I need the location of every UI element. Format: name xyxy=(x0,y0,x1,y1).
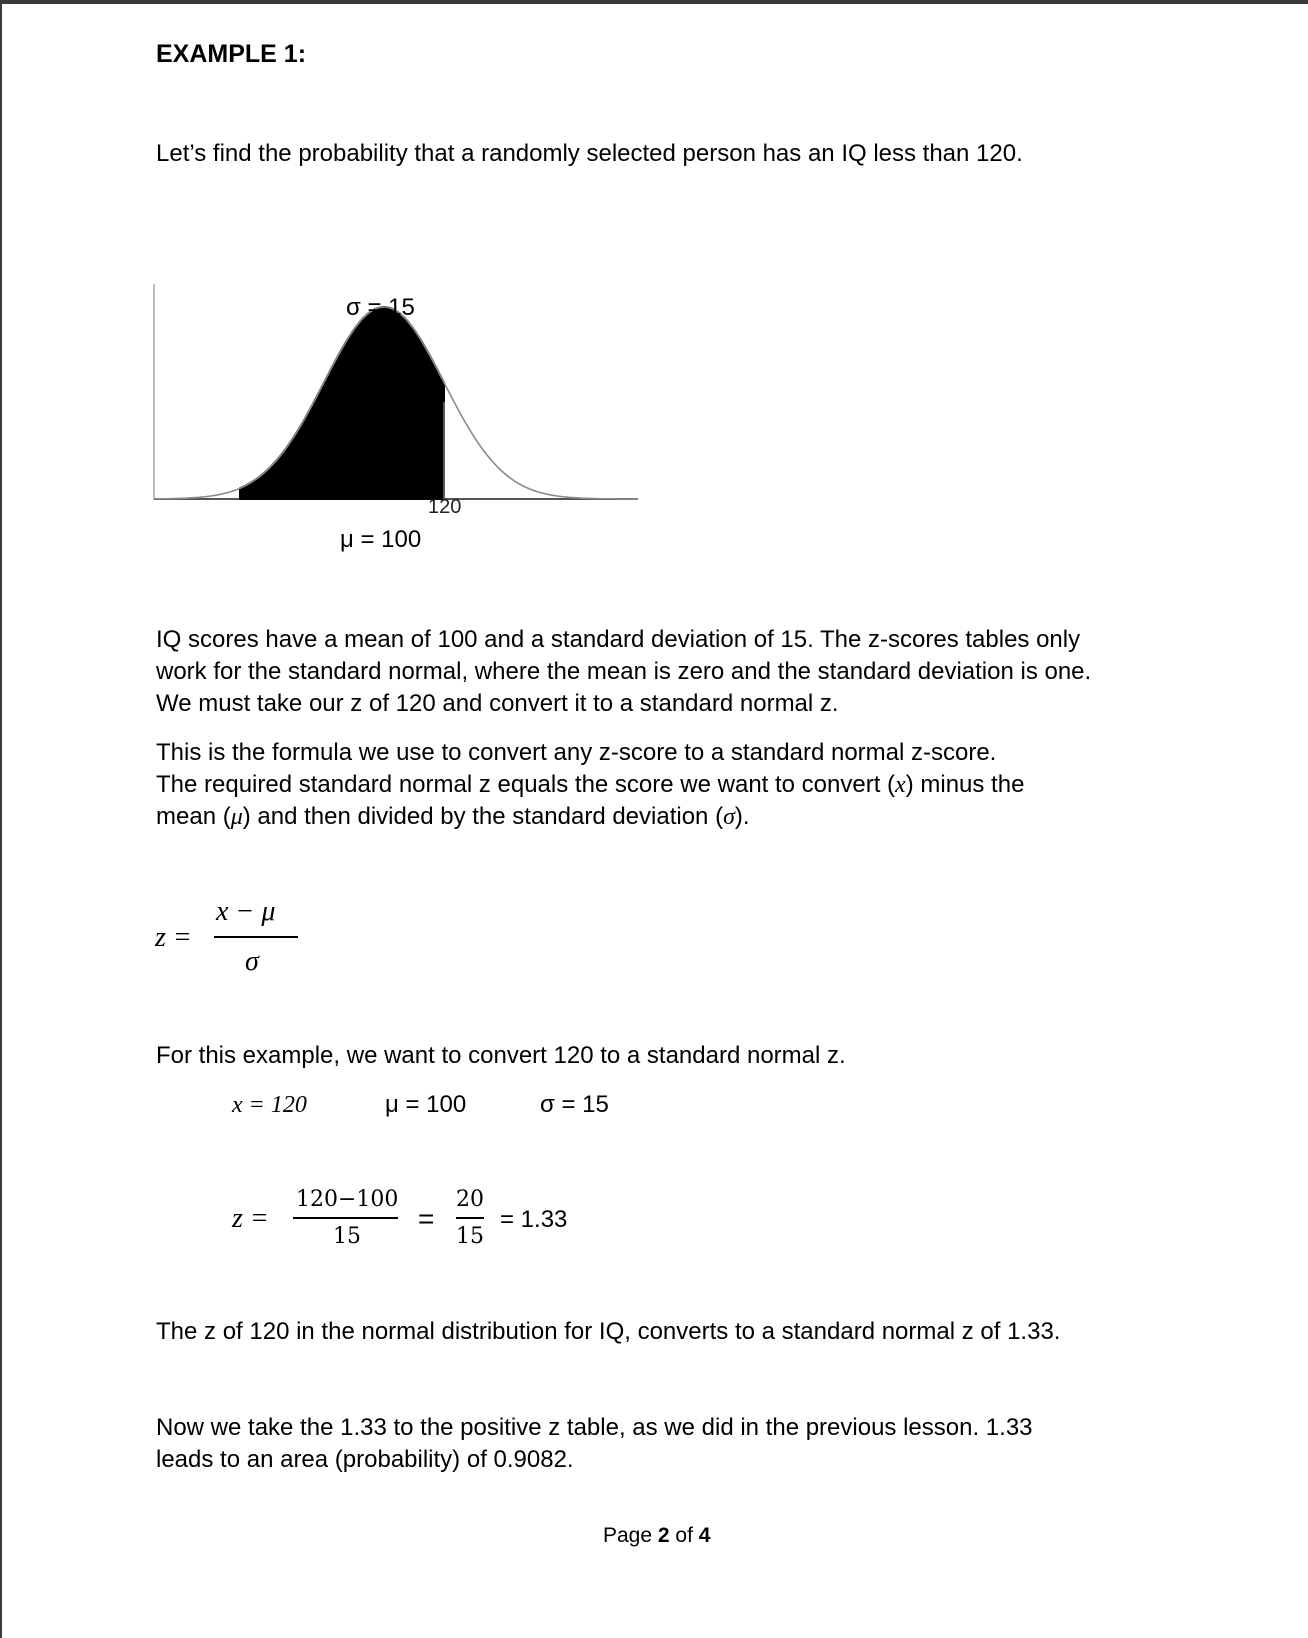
formula-denominator: σ xyxy=(245,946,259,977)
page-current: 2 xyxy=(657,1524,670,1547)
sigma-label xyxy=(346,294,415,322)
given-sigma-text: σ = 15 xyxy=(540,1091,609,1118)
normal-curve-figure xyxy=(150,282,650,552)
paragraph-line: IQ scores have a mean of 100 and a standard deviation of 15. The z-scores tables only xyxy=(156,626,1081,653)
sigma-label-text: σ = 15 xyxy=(346,294,415,321)
text-span: ) minus the xyxy=(905,771,1025,798)
paragraph-line: work for the standard normal, where the mean is zero and the standard deviation is one. xyxy=(156,658,1092,685)
calc-fraction-bar-1 xyxy=(293,1217,398,1219)
intro-text: Let’s find the probability that a randomly selected person has an IQ less than 120. xyxy=(156,140,1023,167)
calc-fraction-bar-2 xyxy=(456,1217,484,1219)
page-mid: of xyxy=(669,1524,699,1547)
mu-label: μ = 100 xyxy=(340,526,422,553)
given-mu xyxy=(385,1089,466,1121)
given-mu-text: μ = 100 xyxy=(385,1091,467,1118)
paragraph-line: This is the formula we use to convert any z-score to a standard normal z-score. xyxy=(156,739,997,766)
symbol-mu: μ xyxy=(230,804,243,830)
conclusion-text: The z of 120 in the normal distribution for IQ, converts to a standard normal z of 1.33. xyxy=(156,1318,1061,1345)
calc-lhs: z = xyxy=(232,1203,269,1234)
text-span: ). xyxy=(734,803,750,830)
calc-numerator-2: 20 xyxy=(456,1187,484,1212)
calc-numerator-1: 120−100 xyxy=(296,1187,399,1212)
explanation-paragraph xyxy=(156,624,1176,720)
paragraph-line: We must take our z of 120 and convert it to a standard normal z. xyxy=(156,690,839,717)
formula-explanation-paragraph xyxy=(156,737,1176,833)
calc-result: = 1.33 xyxy=(500,1206,568,1233)
given-x-text: x = 120 xyxy=(232,1092,307,1118)
calc-denominator-2: 15 xyxy=(456,1224,484,1249)
calc-equals: = xyxy=(418,1203,435,1234)
window-left-border xyxy=(0,0,2,1638)
paragraph-line: leads to an area (probability) of 0.9082. xyxy=(156,1446,574,1473)
symbol-sigma: σ xyxy=(723,804,735,830)
page-number xyxy=(603,1524,710,1548)
paragraph-line: Now we take the 1.33 to the positive z table, as we did in the previous lesson. 1.33 xyxy=(156,1414,1033,1441)
x-120-label: 120 xyxy=(428,496,462,518)
normal-curve-svg xyxy=(150,282,650,552)
paragraph-line xyxy=(156,769,1176,801)
paragraph-line xyxy=(156,801,1176,833)
text-span: The required standard normal z equals the score we want to convert ( xyxy=(156,771,896,798)
page-total: 4 xyxy=(698,1524,711,1547)
text-span: ) and then divided by the standard deviation ( xyxy=(242,803,724,830)
symbol-x: x xyxy=(895,772,906,798)
given-x xyxy=(232,1089,307,1121)
table-lookup-paragraph xyxy=(156,1412,1176,1476)
text-span: mean ( xyxy=(156,803,231,830)
example-heading: EXAMPLE 1: xyxy=(156,40,307,68)
example-line: For this example, we want to convert 120 to a standard normal z. xyxy=(156,1042,846,1069)
window-top-border xyxy=(0,0,1308,4)
page-prefix: Page xyxy=(603,1524,658,1547)
formula-lhs: z = xyxy=(155,922,192,953)
calc-denominator-1: 15 xyxy=(333,1224,361,1249)
shaded-area-left-of-120 xyxy=(240,307,444,499)
formula-fraction-bar xyxy=(214,936,298,938)
formula-numerator: x − μ xyxy=(216,896,276,927)
given-sigma xyxy=(540,1089,609,1121)
